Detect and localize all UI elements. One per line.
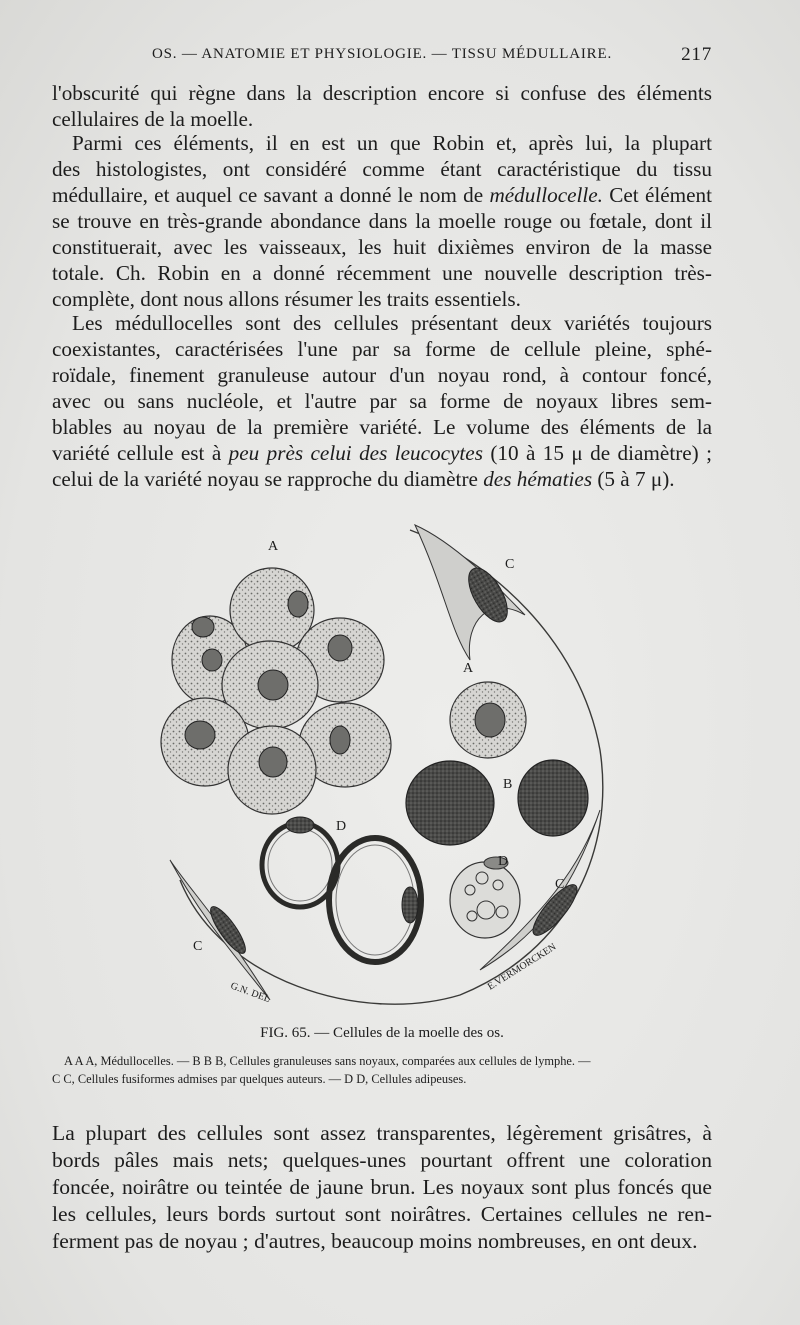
paragraph-1 — [52, 80, 712, 132]
label-a-top: A — [268, 539, 279, 554]
medullocelle-single — [450, 682, 526, 758]
text-run: (10 à 15 μ de diamètre) ; — [482, 441, 713, 465]
text-line: les cellules, leurs bords surtout sont noirâtres. Certaines cellules ne ren- — [52, 1202, 712, 1226]
text-line — [52, 440, 712, 466]
text-line: coexistantes, caractérisées l'une par sa forme de cellule pleine, sphé- — [52, 337, 712, 361]
text-line: cellulaires de la moelle. — [52, 107, 254, 131]
figure-caption: FIG. 65. — Cellules de la moelle des os. — [260, 1025, 504, 1041]
page-number: 217 — [681, 44, 712, 65]
paragraph-3 — [52, 310, 712, 492]
text-line: complète, dont nous allons résumer les traits essentiels. — [52, 287, 521, 311]
label-b: B — [503, 777, 513, 792]
figure-legend — [52, 1052, 732, 1088]
italic-term: des hématies — [483, 467, 593, 491]
engraving-illustration — [160, 520, 630, 1010]
label-d-top: D — [336, 819, 347, 834]
signature-engraver: E.VERMORCKEN — [485, 941, 559, 993]
medullocelle-cluster — [161, 568, 391, 814]
header-title: OS. — ANATOMIE ET PHYSIOLOGIE. — TISSU MÉDULLAIRE. — [151, 46, 612, 62]
legend-line: C C, Cellules fusiformes admises par quelques auteurs. — D D, Cellules adipeuses. — [52, 1072, 467, 1086]
text-line: roïdale, finement granuleuse autour d'un noyau rond, à contour foncé, — [52, 363, 712, 387]
text-line: avec ou sans nucléole, et l'autre par sa forme de noyaux libres sem- — [52, 389, 712, 413]
text-line: bords pâles mais nets; quelques-unes pourtant offrent une coloration — [52, 1148, 712, 1172]
text-line: se trouve en très-grande abondance dans la moelle rouge ou fœtale, dont il — [52, 209, 712, 233]
text-line: l'obscurité qui règne dans la description encore si confuse des éléments — [52, 81, 712, 105]
fusiform-cell-left — [170, 860, 270, 1000]
adipose-cells — [262, 817, 520, 962]
label-c-right: C — [555, 877, 565, 892]
text-run: (5 à 7 μ). — [592, 467, 675, 491]
italic-term: peu près celui des leucocytes — [228, 441, 483, 465]
text-line: ferment pas de noyau ; d'autres, beaucoup moins nombreuses, en ont deux. — [52, 1229, 698, 1253]
paragraph-4 — [52, 1120, 712, 1255]
text-run: médullaire, et auquel ce savant a donné le nom de — [52, 183, 490, 207]
label-c-top: C — [505, 557, 515, 572]
paragraph-2 — [52, 130, 712, 312]
text-run: celui de la variété noyau se rapproche du diamètre — [52, 467, 484, 491]
text-run: Cet élément — [602, 183, 713, 207]
label-c-left: C — [193, 939, 203, 954]
figure-65-engraving — [160, 520, 630, 1010]
signature-draughtsman: G.N. DEL — [228, 980, 272, 1005]
text-line — [52, 182, 712, 208]
label-d-right: D — [498, 854, 509, 869]
fusiform-cell-top — [415, 525, 525, 660]
text-line: Parmi ces éléments, il en est un que Robin et, après lui, la plupart — [72, 131, 712, 155]
running-header — [52, 46, 712, 63]
label-a-right: A — [463, 661, 474, 676]
text-line: foncée, noirâtre ou teintée de jaune brun. Les noyaux sont plus foncés que — [52, 1175, 712, 1199]
text-line: constituerait, avec les vaisseaux, les huit dixièmes environ de la masse — [52, 235, 712, 259]
text-line: Les médullocelles sont des cellules présentant deux variétés toujours — [72, 311, 712, 335]
text-line: totale. Ch. Robin en a donné récemment une nouvelle description très- — [52, 261, 712, 285]
text-line: des histologistes, ont considéré comme étant caractéristique du tissu — [52, 157, 712, 181]
text-line: La plupart des cellules sont assez transparentes, légèrement grisâtres, à — [52, 1121, 712, 1145]
text-line — [52, 466, 712, 492]
text-run: variété cellule est à — [52, 441, 229, 465]
granular-cells — [406, 760, 588, 845]
text-line: blables au noyau de la première variété. Le volume des éléments de la — [52, 415, 712, 439]
legend-line: A A A, Médullocelles. — B B B, Cellules granuleuses sans noyaux, comparées aux cellules de lymphe. — — [64, 1054, 591, 1068]
italic-term: médullocelle. — [489, 183, 603, 207]
